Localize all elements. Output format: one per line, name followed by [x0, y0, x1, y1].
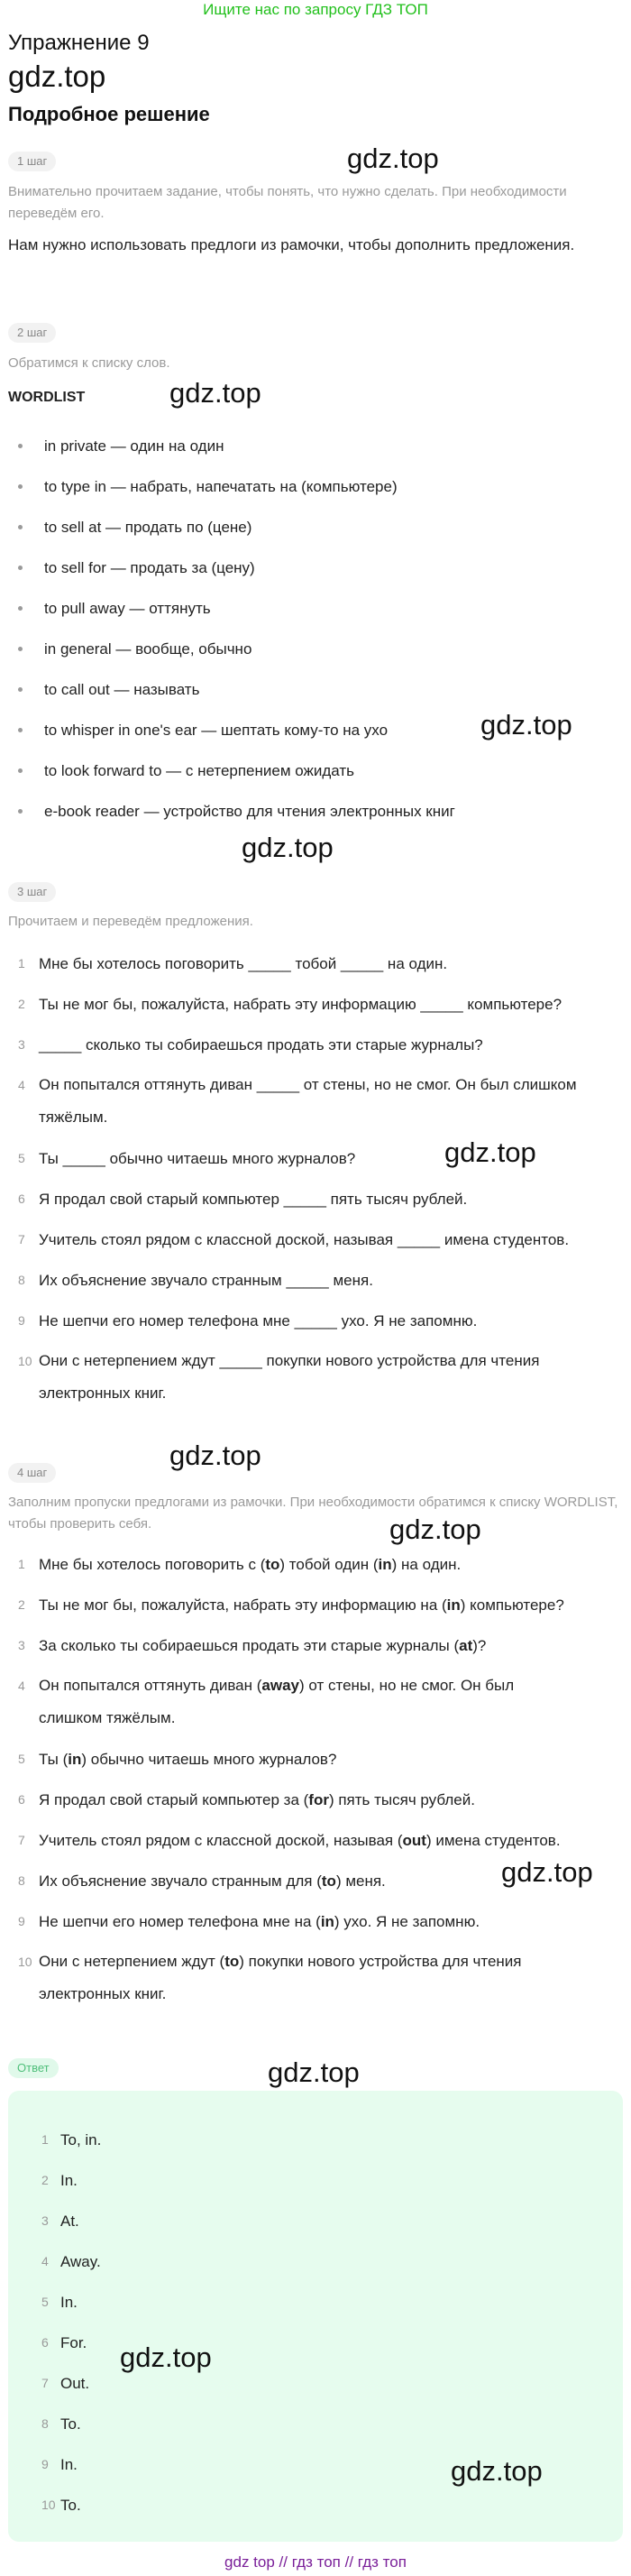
bullet-icon	[18, 444, 23, 448]
list-item: 10 Они с нетерпением ждут (to) покупки нового устройства для чтения электронных книг.	[18, 1953, 522, 2002]
watermark: gdz.top	[268, 2056, 360, 2088]
step-2-note: Обратимся к списку слов.	[8, 355, 170, 371]
list-item: 7 Учитель стоял рядом с классной доской, называя (out) имена студентов.	[18, 1832, 561, 1849]
list-item: 2 Ты не мог бы, пожалуйста, набрать эту информацию на (in) компьютере?	[18, 1596, 564, 1614]
watermark: gdz.top	[480, 709, 572, 741]
list-item: 1 Мне бы хотелось поговорить с (to) тобой один (in) на один.	[18, 1556, 462, 1573]
step-badge-4: 4 шаг	[8, 1463, 56, 1483]
step-1-note: Внимательно прочитаем задание, чтобы понять, что нужно сделать. При необходимости переведём его.	[8, 184, 567, 221]
watermark: gdz.top	[444, 1136, 536, 1168]
watermark: gdz.top	[451, 2455, 543, 2487]
bullet-icon	[18, 687, 23, 692]
list-item: 1 To, in.	[41, 2131, 102, 2148]
bullet-icon	[18, 566, 23, 570]
footer-links	[0, 2553, 631, 2574]
list-item: 8 Их объяснение звучало странным _____ меня.	[18, 1272, 373, 1289]
list-item: 8 To.	[41, 2415, 81, 2433]
watermark: gdz.top	[389, 1513, 481, 1545]
sentences-list	[0, 943, 631, 1414]
footer-link-3[interactable]: гдз топ	[357, 2553, 407, 2571]
bullet-icon	[18, 606, 23, 611]
watermark: gdz.top	[242, 832, 334, 863]
list-item: 7 Out.	[41, 2375, 90, 2392]
watermark: gdz.top	[120, 2341, 212, 2373]
solution-title: Подробное решение	[8, 103, 210, 125]
list-item: 9 Не шепчи его номер телефона мне _____ ухо. Я не запомню.	[18, 1312, 478, 1329]
list-item: to sell at — продать по (цене)	[0, 507, 631, 547]
list-item: in general — вообще, обычно	[0, 629, 631, 669]
list-item: 9 In.	[41, 2456, 78, 2473]
step-3-note: Прочитаем и переведём предложения.	[8, 914, 253, 929]
list-item: 2 In.	[41, 2172, 78, 2189]
list-item: to type in — набрать, напечатать на (компьютере)	[0, 466, 631, 507]
list-item: to look forward to — с нетерпением ожидать	[0, 750, 631, 791]
list-item: to whisper in one's ear — шептать кому-то на ухо	[0, 710, 631, 750]
wordlist	[0, 426, 631, 832]
list-item: to sell for — продать за (цену)	[0, 547, 631, 588]
bullet-icon	[18, 525, 23, 529]
list-item: 4 Он попытался оттянуть диван _____ от стены, но не смог. Он был слишком тяжёлым.	[18, 1076, 577, 1126]
list-item: 4 Он попытался оттянуть диван (away) от стены, но не смог. Он был слишком тяжёлым.	[18, 1677, 515, 1726]
watermark: gdz.top	[169, 1440, 261, 1471]
list-item: 5 In.	[41, 2294, 78, 2311]
step-badge-3: 3 шаг	[8, 882, 56, 902]
list-item: to pull away — оттянуть	[0, 588, 631, 629]
footer-separator: //	[344, 2553, 354, 2571]
list-item: e-book reader — устройство для чтения электронных книг	[0, 791, 631, 832]
top-banner[interactable]: Ищите нас по запросу ГДЗ ТОП	[203, 1, 428, 18]
watermark: gdz.top	[501, 1856, 593, 1888]
bullet-icon	[18, 768, 23, 773]
list-item: 9 Не шепчи его номер телефона мне на (in) ухо. Я не запомню.	[18, 1913, 480, 1930]
answer-badge: Ответ	[8, 2058, 59, 2078]
list-item: 1 Мне бы хотелось поговорить _____ тобой _____ на один.	[18, 955, 448, 972]
list-item: 8 Их объяснение звучало странным для (to) меня.	[18, 1872, 386, 1890]
list-item: 7 Учитель стоял рядом с классной доской, называя _____ имена студентов.	[18, 1231, 570, 1248]
watermark: gdz.top	[347, 143, 439, 174]
list-item: 5 Ты (in) обычно читаешь много журналов?	[18, 1751, 337, 1768]
list-item: to call out — называть	[0, 669, 631, 710]
list-item: in private — один на один	[0, 426, 631, 466]
step-4-note: Заполним пропуски предлогами из рамочки. При необходимости обратимся к списку WORDLIST, чтобы проверить себя.	[8, 1495, 618, 1532]
list-item: 6 For.	[41, 2334, 87, 2351]
bullet-icon	[18, 484, 23, 489]
list-item: 2 Ты не мог бы, пожалуйста, набрать эту информацию _____ компьютере?	[18, 996, 562, 1013]
watermark: gdz.top	[169, 377, 261, 409]
list-item: 6 Я продал свой старый компьютер за (for) пять тысяч рублей.	[18, 1791, 475, 1808]
list-item: 5 Ты _____ обычно читаешь много журналов?	[18, 1150, 356, 1167]
bullet-icon	[18, 809, 23, 814]
list-item: 10 Они с нетерпением ждут _____ покупки нового устройства для чтения электронных книг.	[18, 1352, 540, 1402]
list-item: 6 Я продал свой старый компьютер _____ пять тысяч рублей.	[18, 1191, 468, 1208]
bullet-icon	[18, 728, 23, 732]
site-title: gdz.top	[8, 60, 106, 93]
wordlist-title: WORDLIST	[8, 390, 86, 405]
filled-sentences-list	[0, 1544, 631, 2015]
list-item: 4 Away.	[41, 2253, 101, 2270]
step-badge-1: 1 шаг	[8, 152, 56, 171]
footer-separator: //	[279, 2553, 288, 2571]
bullet-icon	[18, 647, 23, 651]
step-1-text: Нам нужно использовать предлоги из рамочки, чтобы дополнить предложения.	[8, 236, 575, 253]
exercise-title: Упражнение 9	[8, 31, 150, 55]
list-item: 3 _____ сколько ты собираешься продать эти старые журналы?	[18, 1036, 483, 1053]
footer-link-1[interactable]: gdz top	[224, 2553, 275, 2571]
step-badge-2: 2 шаг	[8, 323, 56, 343]
list-item: 3 At.	[41, 2213, 79, 2230]
footer-link-2[interactable]: гдз топ	[291, 2553, 341, 2571]
list-item: 10 To.	[41, 2497, 81, 2514]
list-item: 3 За сколько ты собираешься продать эти старые журналы (at)?	[18, 1637, 487, 1654]
